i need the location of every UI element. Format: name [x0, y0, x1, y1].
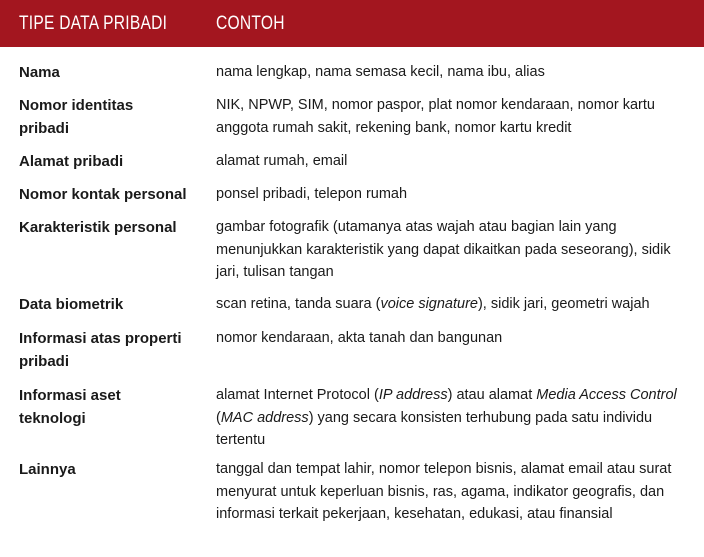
row-type: Nama: [19, 64, 60, 81]
row-type: Alamat pribadi: [19, 153, 124, 170]
row-example: alamat Internet Protocol (IP address) atau alamat Media Access Control (MAC address) yang secara konsisten terhubung pada satu individu tertentu: [216, 387, 677, 448]
row-example: nomor kendaraan, akta tanah dan bangunan: [216, 330, 503, 346]
row-example: scan retina, tanda suara (voice signature), sidik jari, geometri wajah: [216, 296, 650, 312]
column-header-type: TIPE DATA PRIBADI: [19, 12, 168, 34]
row-type: Lainnya: [19, 461, 76, 478]
row-example: NIK, NPWP, SIM, nomor paspor, plat nomor kendaraan, nomor kartu anggota rumah sakit, rekening bank, nomor kartu kredit: [216, 97, 655, 136]
row-type: Nomor identitas pribadi: [19, 97, 134, 137]
column-header-example: CONTOH: [216, 12, 285, 34]
row-type: Karakteristik personal: [19, 219, 177, 236]
row-example: nama lengkap, nama semasa kecil, nama ibu, alias: [216, 64, 545, 80]
row-type: Informasi aset teknologi: [19, 387, 121, 427]
row-example: alamat rumah, email: [216, 153, 348, 169]
row-example: ponsel pribadi, telepon rumah: [216, 186, 408, 202]
row-example: gambar fotografik (utamanya atas wajah atau bagian lain yang menunjukkan karakteristik yang dapat dikaitkan pada seseorang), sidik jari, tulisan tangan: [216, 219, 671, 280]
table-header: [0, 0, 704, 47]
row-type: Nomor kontak personal: [19, 186, 187, 203]
row-example: tanggal dan tempat lahir, nomor telepon bisnis, alamat email atau surat menyurat untuk keperluan bisnis, ras, agama, indikator geografis, dan informasi terkait pekerjaan, kesehatan, edukasi, atau finansial: [216, 461, 672, 522]
row-type: Informasi atas properti pribadi: [19, 330, 182, 370]
row-type: Data biometrik: [19, 296, 124, 313]
